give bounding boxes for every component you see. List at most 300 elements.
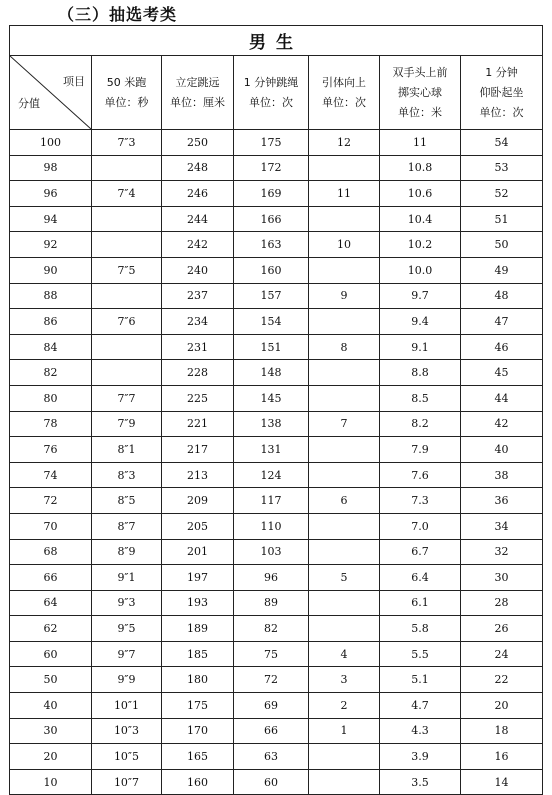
value-cell xyxy=(92,769,162,795)
cell-text: 3.9 xyxy=(411,750,429,764)
cell-text: 10″1 xyxy=(113,698,140,712)
value-cell xyxy=(162,309,234,335)
cell-text: 7″4 xyxy=(117,186,136,200)
column-header-5 xyxy=(380,56,461,130)
value-cell xyxy=(380,462,461,488)
table-row xyxy=(10,693,543,719)
column-header-line: 仰卧起坐 xyxy=(479,85,524,99)
score-cell xyxy=(10,130,92,156)
cell-text: 10 xyxy=(43,775,58,789)
cell-text: 180 xyxy=(187,673,208,687)
value-cell xyxy=(461,360,543,386)
cell-text: 49 xyxy=(494,263,509,277)
value-cell xyxy=(162,385,234,411)
value-cell xyxy=(309,565,380,591)
table-row xyxy=(10,334,543,360)
cell-text: 24 xyxy=(494,647,509,661)
cell-text: 237 xyxy=(187,289,208,303)
cell-text: 94 xyxy=(43,212,58,226)
table-row xyxy=(10,616,543,642)
value-cell xyxy=(461,411,543,437)
score-cell xyxy=(10,385,92,411)
score-cell xyxy=(10,744,92,770)
value-cell xyxy=(162,462,234,488)
value-cell xyxy=(162,360,234,386)
cell-text: 9″5 xyxy=(117,622,136,636)
cell-text: 9 xyxy=(340,289,348,303)
value-cell xyxy=(92,488,162,514)
cell-text: 60 xyxy=(43,647,58,661)
value-cell xyxy=(461,718,543,744)
column-header-4 xyxy=(309,56,380,130)
cell-text: 4.3 xyxy=(411,724,429,738)
table-row xyxy=(10,488,543,514)
value-cell xyxy=(309,257,380,283)
score-cell xyxy=(10,718,92,744)
score-cell xyxy=(10,334,92,360)
score-cell xyxy=(10,513,92,539)
value-cell xyxy=(92,232,162,258)
cell-text: 193 xyxy=(187,596,208,610)
cell-text: 117 xyxy=(260,494,282,508)
value-cell xyxy=(162,565,234,591)
value-cell xyxy=(309,155,380,181)
value-cell xyxy=(461,641,543,667)
cell-text: 82 xyxy=(43,366,58,380)
cell-text: 7.3 xyxy=(411,494,429,508)
cell-text: 221 xyxy=(187,417,208,431)
cell-text: 124 xyxy=(260,468,282,482)
value-cell xyxy=(309,462,380,488)
cell-text: 11 xyxy=(337,186,351,200)
score-cell xyxy=(10,693,92,719)
value-cell xyxy=(92,641,162,667)
value-cell xyxy=(234,693,309,719)
cell-text: 11 xyxy=(413,135,427,149)
cell-text: 7.9 xyxy=(411,442,429,456)
table-row xyxy=(10,565,543,591)
cell-text: 7″6 xyxy=(117,314,136,328)
cell-text: 10″5 xyxy=(113,750,140,764)
value-cell xyxy=(92,360,162,386)
table-body xyxy=(10,130,543,795)
value-cell xyxy=(162,488,234,514)
cell-text: 68 xyxy=(43,545,58,559)
value-cell xyxy=(92,513,162,539)
value-cell xyxy=(309,130,380,156)
value-cell xyxy=(380,590,461,616)
value-cell xyxy=(234,590,309,616)
cell-text: 175 xyxy=(187,698,208,712)
cell-text: 209 xyxy=(187,494,208,508)
cell-text: 8.5 xyxy=(411,391,429,405)
table-row xyxy=(10,385,543,411)
cell-text: 138 xyxy=(260,417,282,431)
header-score-label: 分值 xyxy=(18,97,40,110)
value-cell xyxy=(92,411,162,437)
cell-text: 103 xyxy=(260,545,282,559)
cell-text: 40 xyxy=(43,698,58,712)
value-cell xyxy=(309,385,380,411)
cell-text: 96 xyxy=(43,186,58,200)
value-cell xyxy=(309,718,380,744)
value-cell xyxy=(234,283,309,309)
value-cell xyxy=(380,257,461,283)
value-cell xyxy=(234,360,309,386)
table-row xyxy=(10,130,543,156)
cell-text: 8.8 xyxy=(411,366,429,380)
cell-text: 9″7 xyxy=(117,647,136,661)
cell-text: 7.6 xyxy=(411,468,429,482)
cell-text: 8″7 xyxy=(117,519,136,533)
cell-text: 72 xyxy=(264,673,278,687)
value-cell xyxy=(461,130,543,156)
value-cell xyxy=(162,641,234,667)
value-cell xyxy=(309,411,380,437)
table-row xyxy=(10,462,543,488)
value-cell xyxy=(162,257,234,283)
value-cell xyxy=(461,513,543,539)
value-cell xyxy=(162,181,234,207)
value-cell xyxy=(234,488,309,514)
cell-text: 66 xyxy=(264,724,278,738)
value-cell xyxy=(92,181,162,207)
cell-text: 8″3 xyxy=(117,468,136,482)
value-cell xyxy=(162,155,234,181)
cell-text: 50 xyxy=(494,238,509,252)
cell-text: 250 xyxy=(187,135,208,149)
value-cell xyxy=(309,616,380,642)
value-cell xyxy=(380,718,461,744)
value-cell xyxy=(92,257,162,283)
value-cell xyxy=(461,616,543,642)
cell-text: 10″7 xyxy=(113,775,140,789)
cell-text: 20 xyxy=(494,698,509,712)
score-cell xyxy=(10,206,92,232)
value-cell xyxy=(309,641,380,667)
value-cell xyxy=(92,462,162,488)
value-cell xyxy=(162,513,234,539)
column-header-line: 1 分钟 xyxy=(485,65,518,79)
cell-text: 69 xyxy=(264,698,278,712)
cell-text: 88 xyxy=(43,289,58,303)
value-cell xyxy=(234,130,309,156)
value-cell xyxy=(234,513,309,539)
value-cell xyxy=(92,744,162,770)
value-cell xyxy=(461,539,543,565)
cell-text: 8″1 xyxy=(117,442,136,456)
score-cell xyxy=(10,181,92,207)
table-row xyxy=(10,513,543,539)
cell-text: 46 xyxy=(494,340,509,354)
value-cell xyxy=(309,437,380,463)
value-cell xyxy=(380,744,461,770)
column-header-1 xyxy=(92,56,162,130)
value-cell xyxy=(162,411,234,437)
cell-text: 10.2 xyxy=(407,238,433,252)
value-cell xyxy=(309,334,380,360)
cell-text: 28 xyxy=(494,596,509,610)
cell-text: 98 xyxy=(43,161,58,175)
column-header-line: 单位：次 xyxy=(249,95,293,109)
score-cell xyxy=(10,309,92,335)
cell-text: 52 xyxy=(494,186,509,200)
value-cell xyxy=(234,718,309,744)
cell-text: 6.7 xyxy=(411,545,429,559)
cell-text: 66 xyxy=(43,570,58,584)
value-cell xyxy=(461,181,543,207)
score-cell xyxy=(10,488,92,514)
cell-text: 151 xyxy=(260,340,282,354)
cell-text: 32 xyxy=(494,545,509,559)
cell-text: 60 xyxy=(264,775,278,789)
cell-text: 48 xyxy=(494,289,509,303)
cell-text: 9.7 xyxy=(411,289,429,303)
value-cell xyxy=(309,488,380,514)
value-cell xyxy=(380,360,461,386)
table-row xyxy=(10,309,543,335)
column-header-line: 单位：秒 xyxy=(104,95,149,109)
value-cell xyxy=(309,309,380,335)
cell-text: 45 xyxy=(494,366,509,380)
cell-text: 1 xyxy=(340,724,348,738)
cell-text: 9.4 xyxy=(411,314,429,328)
table-row xyxy=(10,539,543,565)
value-cell xyxy=(92,718,162,744)
cell-text: 54 xyxy=(494,135,509,149)
cell-text: 110 xyxy=(260,519,282,533)
score-cell xyxy=(10,257,92,283)
cell-text: 217 xyxy=(187,442,208,456)
cell-text: 6.1 xyxy=(411,596,429,610)
value-cell xyxy=(92,616,162,642)
column-header-line: 单位：次 xyxy=(322,95,366,109)
value-cell xyxy=(162,232,234,258)
value-cell xyxy=(461,334,543,360)
value-cell xyxy=(461,257,543,283)
cell-text: 5.1 xyxy=(411,673,429,687)
scoring-table xyxy=(9,25,543,795)
cell-text: 157 xyxy=(260,289,282,303)
value-cell xyxy=(92,693,162,719)
value-cell xyxy=(234,616,309,642)
value-cell xyxy=(162,616,234,642)
cell-text: 160 xyxy=(187,775,208,789)
cell-text: 160 xyxy=(260,263,282,277)
value-cell xyxy=(461,155,543,181)
value-cell xyxy=(92,437,162,463)
cell-text: 62 xyxy=(43,622,58,636)
table-row xyxy=(10,641,543,667)
value-cell xyxy=(461,693,543,719)
value-cell xyxy=(234,641,309,667)
score-cell xyxy=(10,565,92,591)
table-row xyxy=(10,283,543,309)
cell-text: 4.7 xyxy=(411,698,429,712)
value-cell xyxy=(162,590,234,616)
table-row xyxy=(10,744,543,770)
value-cell xyxy=(309,283,380,309)
value-cell xyxy=(234,181,309,207)
value-cell xyxy=(461,488,543,514)
value-cell xyxy=(461,565,543,591)
value-cell xyxy=(309,206,380,232)
cell-text: 6.4 xyxy=(411,570,429,584)
cell-text: 10.6 xyxy=(407,186,433,200)
cell-text: 18 xyxy=(494,724,509,738)
cell-text: 42 xyxy=(494,417,509,431)
cell-text: 165 xyxy=(187,750,208,764)
column-header-line: 引体向上 xyxy=(322,75,366,89)
value-cell xyxy=(234,334,309,360)
cell-text: 100 xyxy=(40,135,61,149)
cell-text: 189 xyxy=(187,622,208,636)
score-cell xyxy=(10,462,92,488)
value-cell xyxy=(234,232,309,258)
cell-text: 148 xyxy=(260,366,282,380)
value-cell xyxy=(461,590,543,616)
cell-text: 64 xyxy=(43,596,58,610)
cell-text: 172 xyxy=(260,161,282,175)
value-cell xyxy=(380,539,461,565)
cell-text: 145 xyxy=(260,391,282,405)
value-cell xyxy=(162,693,234,719)
cell-text: 7.0 xyxy=(411,519,429,533)
value-cell xyxy=(380,309,461,335)
value-cell xyxy=(234,257,309,283)
cell-text: 51 xyxy=(494,212,509,226)
cell-text: 242 xyxy=(187,238,208,252)
cell-text: 50 xyxy=(43,673,58,687)
value-cell xyxy=(380,641,461,667)
cell-text: 8 xyxy=(340,340,348,354)
cell-text: 201 xyxy=(187,545,208,559)
cell-text: 40 xyxy=(494,442,509,456)
cell-text: 7 xyxy=(340,417,348,431)
cell-text: 44 xyxy=(494,391,509,405)
value-cell xyxy=(162,283,234,309)
column-header-3 xyxy=(234,56,309,130)
cell-text: 36 xyxy=(494,494,509,508)
cell-text: 10″3 xyxy=(113,724,140,738)
column-header-line: 掷实心球 xyxy=(398,85,442,99)
diagonal-line xyxy=(10,56,91,129)
value-cell xyxy=(461,309,543,335)
value-cell xyxy=(380,155,461,181)
score-cell xyxy=(10,769,92,795)
value-cell xyxy=(234,667,309,693)
cell-text: 246 xyxy=(187,186,208,200)
cell-text: 231 xyxy=(187,340,208,354)
score-cell xyxy=(10,155,92,181)
column-header-line: 双手头上前 xyxy=(392,65,448,79)
cell-text: 89 xyxy=(264,596,278,610)
gender-heading: 男生 xyxy=(10,26,543,56)
value-cell xyxy=(234,565,309,591)
value-cell xyxy=(309,513,380,539)
column-header-line: 单位：厘米 xyxy=(170,95,225,109)
value-cell xyxy=(162,130,234,156)
cell-text: 22 xyxy=(494,673,509,687)
value-cell xyxy=(309,360,380,386)
cell-text: 20 xyxy=(43,750,58,764)
value-cell xyxy=(461,206,543,232)
table-row xyxy=(10,206,543,232)
value-cell xyxy=(461,667,543,693)
cell-text: 26 xyxy=(494,622,509,636)
value-cell xyxy=(380,411,461,437)
value-cell xyxy=(234,462,309,488)
cell-text: 9″3 xyxy=(117,596,136,610)
cell-text: 248 xyxy=(187,161,208,175)
cell-text: 78 xyxy=(43,417,58,431)
value-cell xyxy=(162,718,234,744)
value-cell xyxy=(309,769,380,795)
cell-text: 10.4 xyxy=(407,212,433,226)
value-cell xyxy=(461,385,543,411)
value-cell xyxy=(234,437,309,463)
cell-text: 5 xyxy=(340,570,348,584)
cell-text: 72 xyxy=(43,494,58,508)
cell-text: 30 xyxy=(43,724,58,738)
cell-text: 10 xyxy=(337,238,351,252)
value-cell xyxy=(162,334,234,360)
score-cell xyxy=(10,616,92,642)
diagonal-header-cell xyxy=(10,56,92,130)
cell-text: 175 xyxy=(260,135,282,149)
cell-text: 205 xyxy=(187,519,208,533)
value-cell xyxy=(92,309,162,335)
value-cell xyxy=(162,539,234,565)
value-cell xyxy=(461,462,543,488)
cell-text: 5.5 xyxy=(411,647,429,661)
header-item-label: 项目 xyxy=(63,75,85,88)
cell-text: 3 xyxy=(340,673,348,687)
value-cell xyxy=(309,590,380,616)
score-cell xyxy=(10,641,92,667)
cell-text: 185 xyxy=(187,647,208,661)
score-cell xyxy=(10,539,92,565)
cell-text: 166 xyxy=(260,212,282,226)
value-cell xyxy=(92,283,162,309)
value-cell xyxy=(380,334,461,360)
value-cell xyxy=(234,385,309,411)
cell-text: 244 xyxy=(187,212,208,226)
cell-text: 38 xyxy=(494,468,509,482)
value-cell xyxy=(380,181,461,207)
table-row xyxy=(10,590,543,616)
column-header-2 xyxy=(162,56,234,130)
cell-text: 74 xyxy=(43,468,58,482)
cell-text: 228 xyxy=(187,366,208,380)
value-cell xyxy=(380,667,461,693)
score-cell xyxy=(10,411,92,437)
cell-text: 9″9 xyxy=(117,673,136,687)
column-header-6 xyxy=(461,56,543,130)
cell-text: 6 xyxy=(340,494,348,508)
cell-text: 10.0 xyxy=(407,263,433,277)
value-cell xyxy=(309,744,380,770)
cell-text: 92 xyxy=(43,238,58,252)
value-cell xyxy=(92,385,162,411)
value-cell xyxy=(162,206,234,232)
table-row xyxy=(10,232,543,258)
value-cell xyxy=(92,590,162,616)
cell-text: 34 xyxy=(494,519,509,533)
cell-text: 8″5 xyxy=(117,494,136,508)
value-cell xyxy=(92,667,162,693)
score-cell xyxy=(10,667,92,693)
